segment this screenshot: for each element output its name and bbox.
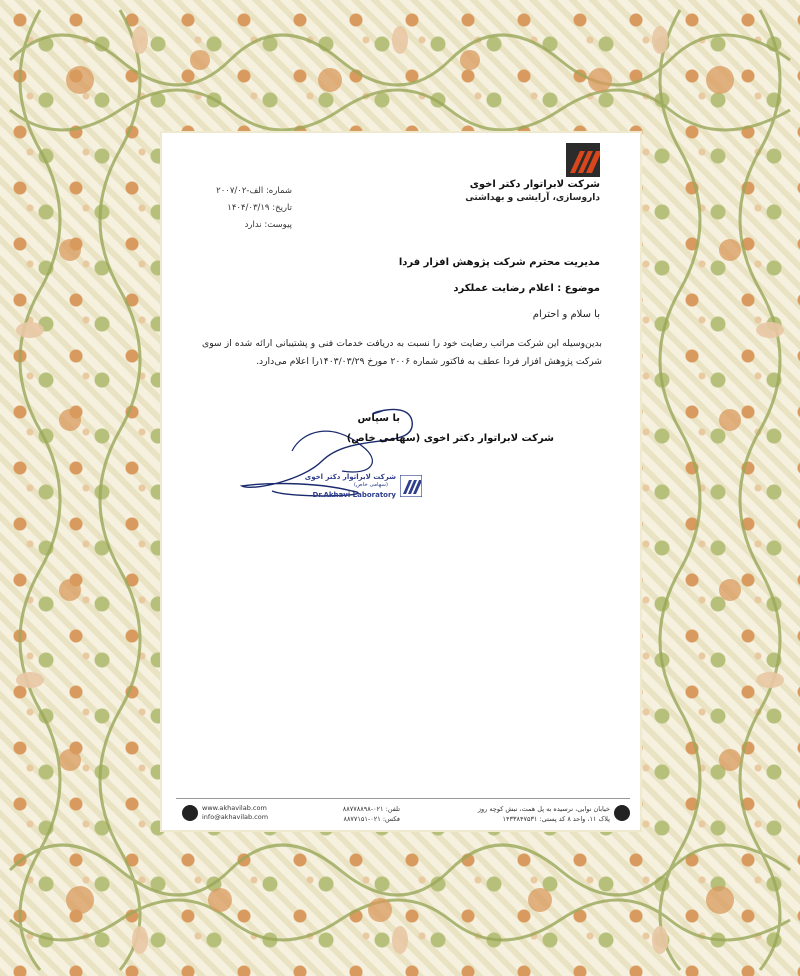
letter-date: تاریخ: ۱۴۰۴/۰۳/۱۹ (227, 203, 292, 213)
letter-attachment: پیوست: ندارد (244, 220, 292, 230)
location-pin-icon (614, 805, 630, 821)
recipient: مدیریت محترم شرکت پژوهش افزار فردا (398, 257, 600, 268)
company-subtitle: داروسازی، آرایشی و بهداشتی (465, 193, 600, 203)
company-stamp (282, 471, 422, 505)
footer-tel: تلفن: ۰۲۱-۸۸۷۷۸۸۹۸ (342, 805, 400, 813)
company-logo-icon (566, 143, 600, 177)
footer-email[interactable]: info@akhavilab.com (202, 813, 269, 821)
stamp-name-en: Dr.Akhavi Laboratory (312, 491, 396, 499)
letter-paper (162, 133, 640, 830)
letter-meta (192, 183, 292, 234)
company-name: شرکت لابراتوار دکتر اخوی (469, 179, 600, 190)
letter-number: شماره: الف-۲۰۰۷/۰۲ (216, 186, 292, 196)
stamp-logo-icon (400, 475, 422, 497)
footer-website[interactable]: www.akhavilab.com (202, 804, 267, 812)
subject: موضوع : اعلام رضایت عملکرد (453, 283, 600, 294)
globe-icon (182, 805, 198, 821)
footer-fax: فکس: ۰۲۱-۸۸۷۷۱۵۱ (343, 815, 400, 823)
stamp-type-fa: (سهامی خاص) (353, 482, 388, 488)
stamp-name-fa: شرکت لابراتوار دکتر اخوی (304, 473, 396, 481)
footer-phones (338, 804, 400, 824)
signatory: شرکت لابراتوار دکتر اخوی (سهامی خاص) (346, 433, 554, 444)
footer-contact-web (202, 804, 268, 822)
footer-address-line1: خیابان نوابی، نرسیده به پل همت، نبش کوچه روز (477, 805, 610, 813)
letter-body: بدین‌وسیله این شرکت مراتب رضایت خود را نسبت به دریافت خدمات فنی و پشتیبانی ارائه شده از سوی شرکت پژوهش افزار فردا عطف به فاکتور شماره ۲۰۰۶ مورخ ۱۴۰۳/۰۳/۲۹را اعلام می‌دارد. (202, 338, 602, 367)
footer (162, 801, 640, 829)
footer-address-line2: پلاک ۱۱، واحد ۸ کد پستی: ۱۴۳۳۸۴۷۵۳۱ (502, 815, 610, 823)
footer-divider (176, 798, 630, 799)
closing: با سپاس (357, 413, 400, 424)
footer-address (478, 804, 610, 824)
greeting: با سلام و احترام (532, 309, 600, 320)
